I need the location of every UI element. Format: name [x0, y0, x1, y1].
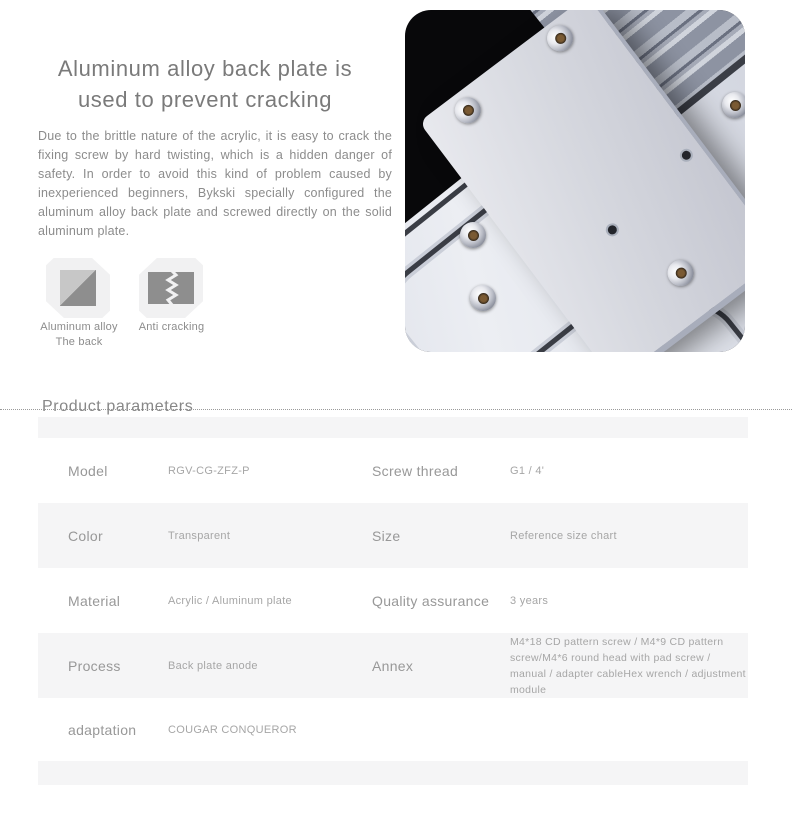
param-value: Reference size chart [510, 529, 617, 542]
param-value: G1 / 4' [510, 464, 545, 477]
param-value: Acrylic / Aluminum plate [168, 594, 292, 607]
table-spacer-band [38, 417, 748, 438]
anti-cracking-icon-glyph [148, 272, 194, 304]
aluminum-plate-icon-glyph [60, 270, 96, 306]
param-label: adaptation [68, 721, 137, 738]
parameters-section-title: Product parameters [42, 398, 194, 416]
product-photo[interactable] [405, 10, 745, 352]
screw-icon [450, 92, 486, 128]
screw-icon [470, 285, 496, 311]
param-label: Color [68, 527, 103, 544]
page-title [10, 53, 400, 115]
param-label: Model [68, 462, 108, 479]
screw-icon [460, 222, 486, 248]
dotted-divider [0, 409, 792, 410]
parameters-table [38, 417, 748, 785]
screw-hole-icon [677, 146, 695, 164]
table-spacer-band [38, 761, 748, 785]
intro-paragraph: Due to the brittle nature of the acrylic, it is easy to crack the fixing screw by hard twisting, which is a hidden danger of safety. In order to avoid this kind of problem caused by inexperienced beginners, Bykski specially configured the aluminum alloy back plate and screwed directly on the solid aluminum plate. [38, 128, 392, 238]
table-row [38, 438, 748, 503]
anti-cracking-icon [139, 258, 203, 318]
page-title-line2: used to prevent cracking [77, 86, 333, 112]
table-row [38, 633, 748, 698]
table-row [38, 568, 748, 633]
param-label: Annex [372, 657, 414, 674]
param-label: Size [372, 527, 401, 544]
table-row [38, 503, 748, 568]
param-value: Back plate anode [168, 659, 258, 672]
screw-hole-icon [603, 221, 621, 239]
param-label: Material [68, 592, 121, 609]
param-value: M4*18 CD pattern screw / M4*9 CD pattern screw/M4*6 round head with pad screw / manual / adapter cableHex wrench / adjustment module [510, 635, 746, 696]
param-value: COUGAR CONQUEROR [168, 723, 297, 736]
feature-label-aluminum: Aluminum alloy The back [40, 321, 118, 348]
param-value: Transparent [168, 529, 231, 542]
feature-label-anti-cracking: Anti cracking [138, 321, 205, 333]
param-value: 3 years [510, 594, 549, 607]
param-value: RGV-CG-ZFZ-P [168, 464, 250, 477]
param-label: Quality assurance [372, 592, 490, 609]
screw-icon [662, 255, 698, 291]
screw-icon [722, 92, 745, 118]
aluminum-plate-icon [46, 258, 110, 318]
page-title-line1: Aluminum alloy back plate is [57, 55, 353, 81]
table-row [38, 698, 748, 761]
screw-icon [542, 20, 578, 56]
param-label: Screw thread [372, 462, 459, 479]
param-label: Process [68, 657, 121, 674]
